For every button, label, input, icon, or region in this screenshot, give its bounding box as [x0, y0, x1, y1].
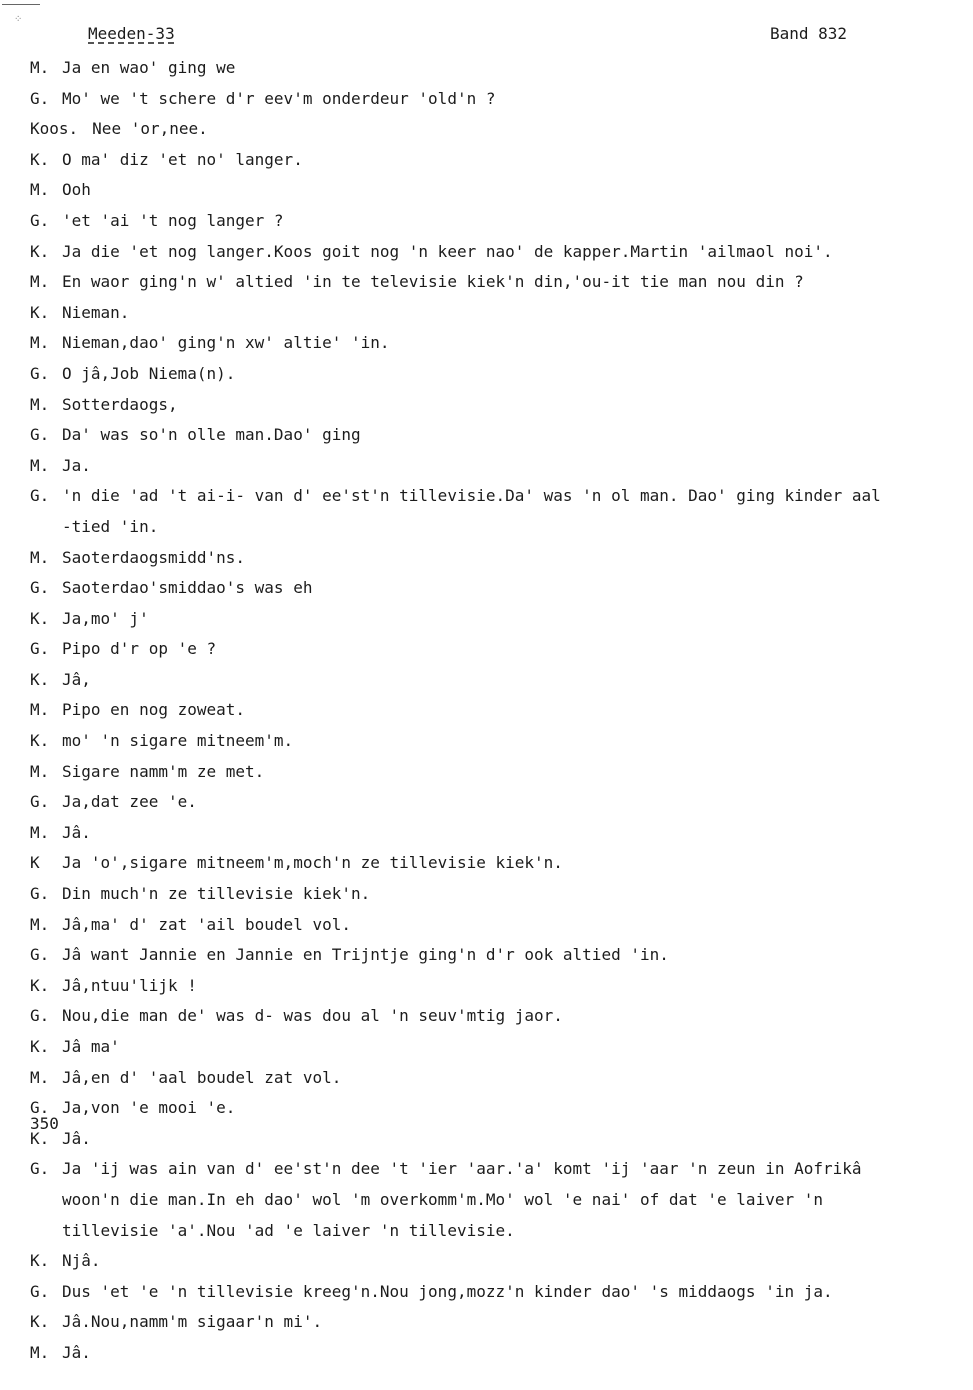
- speaker-label: K.: [30, 149, 50, 169]
- utterance-text: Sotterdaogs,: [62, 394, 178, 414]
- transcript-line: [30, 637, 973, 668]
- speaker-label: M.: [30, 1067, 50, 1087]
- utterance-text: 'et 'ai 't nog langer ?: [62, 210, 284, 230]
- speaker-label: K.: [30, 302, 50, 322]
- transcript-line-continuation: [30, 1188, 973, 1219]
- speaker-label: K: [30, 853, 40, 873]
- utterance-text: Ooh: [62, 180, 91, 200]
- speaker-label: G.: [30, 1006, 50, 1026]
- utterance-text: Nou,die man de' was d- was dou al 'n seuv'mtig jaor.: [62, 1006, 563, 1026]
- utterance-text: Nee 'or,nee.: [92, 119, 208, 139]
- utterance-text: Jâ.: [62, 1342, 91, 1362]
- transcript-line: [30, 851, 973, 882]
- transcript-line: [30, 362, 973, 393]
- speaker-label: G.: [30, 578, 50, 598]
- utterance-text: -tied 'in.: [62, 516, 159, 536]
- transcript-line: [30, 821, 973, 852]
- utterance-text: En waor ging'n w' altied 'in te televisie kiek'n din,'ou-it tie man nou din ?: [62, 272, 804, 292]
- speaker-label: M.: [30, 822, 50, 842]
- transcript-line: [30, 240, 973, 271]
- speaker-label: G.: [30, 1159, 50, 1179]
- speaker-label: K.: [30, 1037, 50, 1056]
- utterance-text: Din much'n ze tillevisie kiek'n.: [62, 884, 371, 904]
- utterance-text: Nieman,dao' ging'n xw' altie' 'in.: [62, 333, 390, 353]
- transcript-line: [30, 1249, 973, 1280]
- transcript-line: [30, 1127, 973, 1158]
- speaker-label: M.: [30, 547, 50, 567]
- speaker-label: G.: [30, 945, 50, 965]
- utterance-text: 'n die 'ad 't ai-i- van d' ee'st'n tillevisie.Da' was 'n ol man. Dao' ging kinder aal: [62, 486, 881, 506]
- utterance-text: Ja,von 'e mooi 'e.: [62, 1098, 236, 1118]
- speaker-label: G.: [30, 884, 50, 904]
- utterance-text: Jâ,: [62, 669, 91, 689]
- transcript-line: [30, 913, 973, 944]
- speaker-label: G.: [30, 88, 50, 108]
- utterance-text: Sigare namm'm ze met.: [62, 761, 265, 781]
- utterance-text: Pipo en nog zoweat.: [62, 700, 246, 720]
- utterance-text: Ja.: [62, 455, 91, 475]
- transcript-line: [30, 1035, 973, 1066]
- corner-dots: ⁘: [14, 14, 23, 25]
- transcript-line-continuation: [30, 1219, 973, 1250]
- transcript-line: [30, 668, 973, 699]
- speaker-label: M.: [30, 272, 50, 292]
- transcript-line: [30, 760, 973, 791]
- transcript-line: [30, 56, 973, 87]
- transcript-line: [30, 454, 973, 485]
- utterance-text: Jâ,en d' 'aal boudel zat vol.: [62, 1067, 342, 1087]
- utterance-text: Jâ.: [62, 1128, 91, 1148]
- utterance-text: Ja,mo' j': [62, 608, 149, 628]
- transcript-line: [30, 1004, 973, 1035]
- utterance-text: Njâ.: [62, 1251, 101, 1271]
- speaker-label: G.: [30, 1281, 50, 1301]
- page-number: 350: [30, 1114, 59, 1133]
- transcript-line: [30, 148, 973, 179]
- speaker-label: G.: [30, 363, 50, 383]
- transcript-line: [30, 607, 973, 638]
- transcript-line: [30, 484, 973, 515]
- speaker-label: G.: [30, 425, 50, 445]
- speaker-label: K.: [30, 1128, 50, 1148]
- utterance-text: Jâ want Jannie en Jannie en Trijntje ging'n d'r ook altied 'in.: [62, 945, 669, 965]
- transcript-lines: [30, 56, 973, 1372]
- transcript-line: [30, 882, 973, 913]
- transcript-line: [30, 117, 973, 148]
- speaker-label: K.: [30, 669, 50, 689]
- speaker-label: M.: [30, 1342, 50, 1362]
- speaker-label: M.: [30, 700, 50, 720]
- utterance-text: Ja en wao' ging we: [62, 58, 236, 77]
- speaker-label: M.: [30, 180, 50, 200]
- speaker-label: K.: [30, 1312, 50, 1332]
- corner-mark: [2, 4, 40, 5]
- speaker-label: M.: [30, 761, 50, 781]
- transcript-line: [30, 790, 973, 821]
- utterance-text: Dus 'et 'e 'n tillevisie kreeg'n.Nou jong,mozz'n kinder dao' 's middaogs 'in ja.: [62, 1281, 833, 1301]
- transcript-line: [30, 270, 973, 301]
- speaker-label: M.: [30, 914, 50, 934]
- transcript-line: [30, 1096, 973, 1127]
- transcript-line: [30, 178, 973, 209]
- utterance-text: tillevisie 'a'.Nou 'ad 'e laiver 'n tillevisie.: [62, 1220, 515, 1240]
- transcript-line: [30, 1066, 973, 1097]
- transcript-line: [30, 698, 973, 729]
- transcript-line: [30, 209, 973, 240]
- transcript-line: [30, 301, 973, 332]
- utterance-text: Jâ.: [62, 822, 91, 842]
- utterance-text: O ma' diz 'et no' langer.: [62, 149, 303, 169]
- utterance-text: Jâ,ntuu'lijk !: [62, 975, 197, 995]
- transcript-line: [30, 546, 973, 577]
- utterance-text: O jâ,Job Niema(n).: [62, 363, 236, 383]
- transcript-line: [30, 576, 973, 607]
- speaker-label: G.: [30, 486, 50, 506]
- speaker-label: K.: [30, 608, 50, 628]
- utterance-text: Pipo d'r op 'e ?: [62, 639, 217, 659]
- utterance-text: Da' was so'n olle man.Dao' ging: [62, 425, 361, 445]
- transcript-line: [30, 423, 973, 454]
- speaker-label: G.: [30, 210, 50, 230]
- utterance-text: woon'n die man.In eh dao' wol 'm overkomm'm.Mo' wol 'e nai' of dat 'e laiver 'n: [62, 1189, 823, 1209]
- band-number: Band 832: [770, 24, 848, 43]
- transcript-id: Meeden-33: [88, 24, 175, 43]
- transcript-line-continuation: [30, 515, 973, 546]
- transcript-line: [30, 331, 973, 362]
- transcript-line: [30, 393, 973, 424]
- utterance-text: Jâ,ma' d' zat 'ail boudel vol.: [62, 914, 351, 934]
- utterance-text: Ja 'o',sigare mitneem'm,moch'n ze tillevisie kiek'n.: [62, 853, 563, 873]
- speaker-label: K.: [30, 731, 50, 751]
- utterance-text: Ja 'ij was ain van d' ee'st'n dee 't 'ier 'aar.'a' komt 'ij 'aar 'n zeun in Aofrikâ: [62, 1159, 862, 1179]
- utterance-text: Mo' we 't schere d'r eev'm onderdeur 'old'n ?: [62, 88, 496, 108]
- speaker-label: K.: [30, 241, 50, 261]
- speaker-label: G.: [30, 792, 50, 812]
- speaker-label: M.: [30, 394, 50, 414]
- speaker-label: G.: [30, 1098, 50, 1118]
- transcript-line: [30, 1341, 973, 1372]
- speaker-label: K.: [30, 975, 50, 995]
- transcript-line: [30, 974, 973, 1005]
- utterance-text: Jâ.Nou,namm'm sigaar'n mi'.: [62, 1312, 323, 1332]
- utterance-text: Jâ ma': [62, 1037, 120, 1056]
- speaker-label: G.: [30, 639, 50, 659]
- utterance-text: Ja,dat zee 'e.: [62, 792, 197, 812]
- utterance-text: Saoterdaogsmidd'ns.: [62, 547, 246, 567]
- transcript-line: [30, 1280, 973, 1311]
- utterance-text: mo' 'n sigare mitneem'm.: [62, 731, 294, 751]
- transcript-line: [30, 1310, 973, 1341]
- transcript-line: [30, 943, 973, 974]
- transcript-line: [30, 729, 973, 760]
- utterance-text: Saoterdao'smiddao's was eh: [62, 578, 313, 598]
- transcript-line: [30, 87, 973, 118]
- transcript-line: [30, 1157, 973, 1188]
- utterance-text: Ja die 'et nog langer.Koos goit nog 'n keer nao' de kapper.Martin 'ailmaol noi'.: [62, 241, 833, 261]
- speaker-label: M.: [30, 58, 50, 77]
- speaker-label: Koos.: [30, 119, 79, 139]
- speaker-label: M.: [30, 455, 50, 475]
- utterance-text: Nieman.: [62, 302, 130, 322]
- speaker-label: M.: [30, 333, 50, 353]
- speaker-label: K.: [30, 1251, 50, 1271]
